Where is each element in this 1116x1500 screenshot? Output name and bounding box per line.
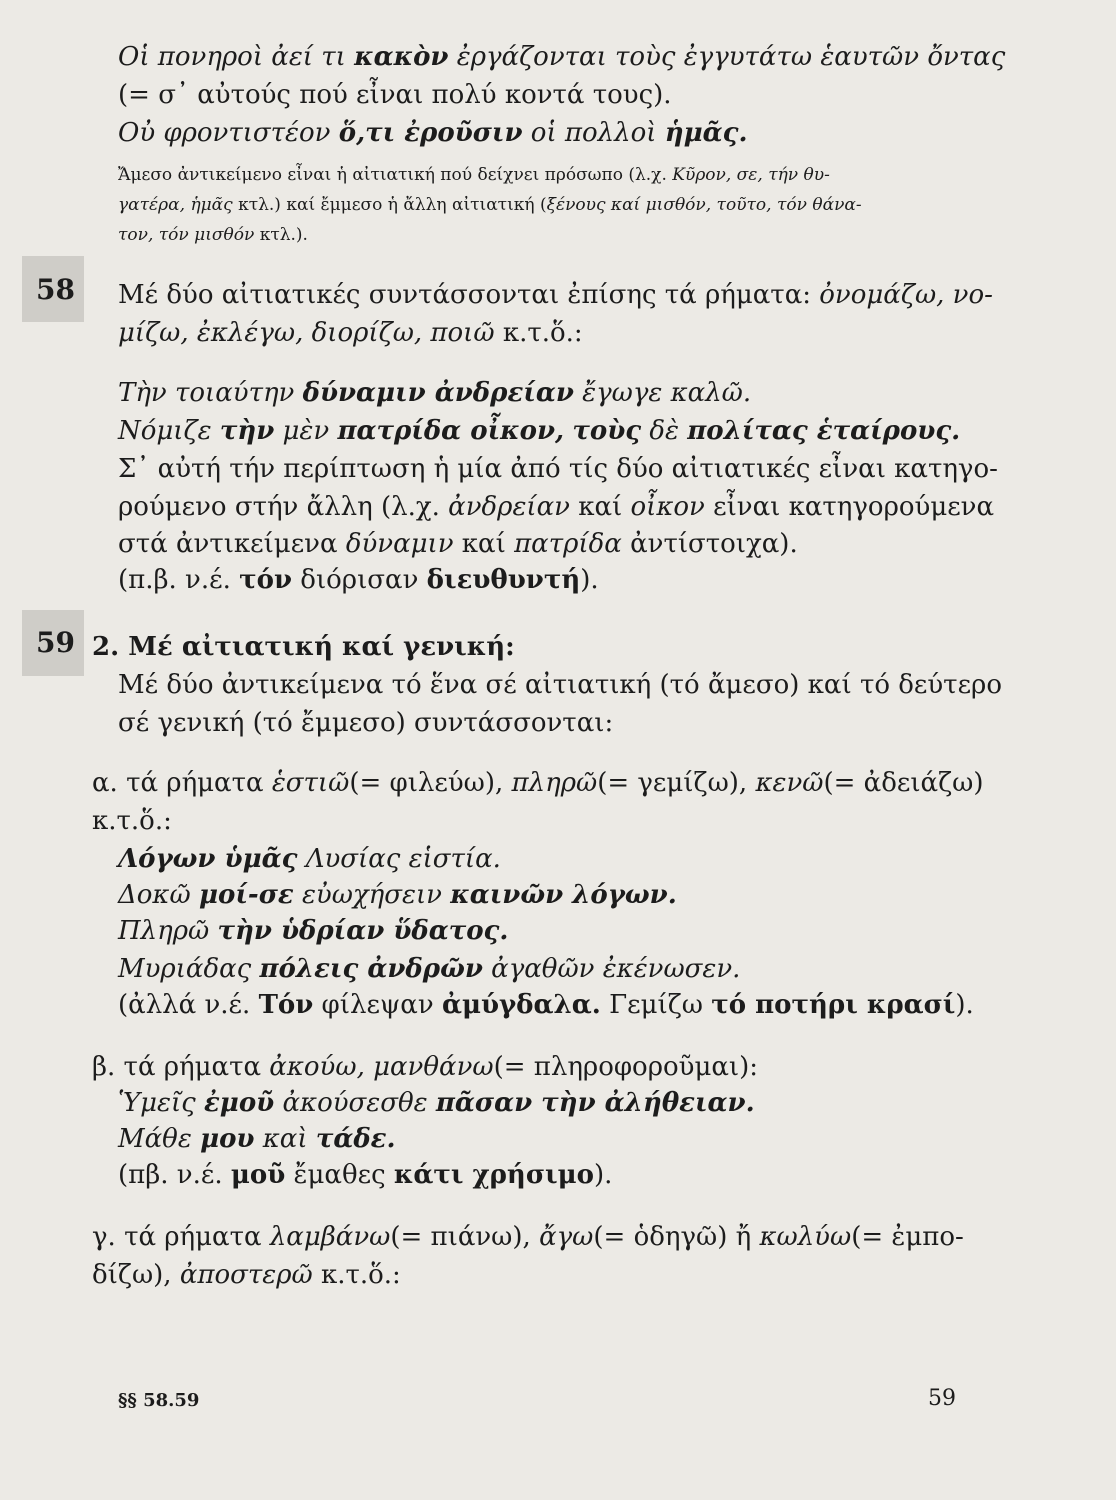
- example-line: Δοκῶ μοί-σε εὐωχήσειν καινῶν λόγων.: [118, 880, 677, 910]
- list-item-g-cont: δίζω), ἀποστερῶ κ.τ.ὅ.:: [92, 1260, 401, 1290]
- example-line: Οὐ φροντιστέον ὅ,τι ἐροῦσιν οἱ πολλοὶ ἡμᾶς.: [118, 118, 748, 148]
- note-line: γατέρα, ἡμᾶς κτλ.) καί ἔμμεσο ἡ ἄλλη αἰτιατική (ξένους καί μισθόν, τοῦτο, τόν θάνα-: [118, 195, 862, 215]
- section-reference: §§ 58.59: [118, 1390, 200, 1411]
- paragraph-line: Σ᾽ αὐτή τήν περίπτωση ἡ μία ἀπό τίς δύο αἰτιατικές εἶναι κατηγο-: [118, 454, 998, 484]
- example-line: (πβ. ν.έ. μοῦ ἔμαθες κάτι χρήσιμο).: [118, 1160, 613, 1190]
- paragraph-line: Μέ δύο αἰτιατικές συντάσσονται ἐπίσης τά ρήματα: ὀνομάζω, νο-: [118, 280, 993, 310]
- list-item-a: α. τά ρήματα ἑστιῶ(= φιλεύω), πληρῶ(= γεμίζω), κενῶ(= ἀδειάζω): [92, 768, 984, 798]
- example-line: Μυριάδας πόλεις ἀνδρῶν ἀγαθῶν ἐκένωσεν.: [118, 954, 741, 984]
- paragraph-line: σέ γενική (τό ἔμμεσο) συντάσσονται:: [118, 708, 614, 738]
- example-line: (ἀλλά ν.έ. Τόν φίλεψαν ἀμύγδαλα. Γεμίζω τό ποτήρι κρασί).: [118, 990, 974, 1020]
- example-line: Οἱ πονηροὶ ἀεί τι κακὸν ἐργάζονται τοὺς ἐγγυτάτω ἑαυτῶν ὄντας: [118, 42, 1006, 72]
- section-number-59: 59: [36, 626, 75, 659]
- example-line: Μάθε μου καὶ τάδε.: [118, 1124, 396, 1154]
- paragraph-line: (π.β. ν.έ. τόν διόρισαν διευθυντή).: [118, 565, 599, 595]
- paragraph-line: μίζω, ἐκλέγω, διορίζω, ποιῶ κ.τ.ὅ.:: [118, 318, 583, 348]
- example-line: Ὑμεῖς ἐμοῦ ἀκούσεσθε πᾶσαν τὴν ἀλήθειαν.: [118, 1088, 755, 1118]
- translation-line: (= σ᾽ αὐτούς πού εἶναι πολύ κοντά τους).: [118, 80, 672, 110]
- example-line: Νόμιζε τὴν μὲν πατρίδα οἶκον, τοὺς δὲ πολίτας ἑταίρους.: [118, 416, 961, 446]
- example-line: Πληρῶ τὴν ὑδρίαν ὕδατος.: [118, 916, 509, 946]
- paragraph-line: ρούμενο στήν ἄλλη (λ.χ. ἀνδρείαν καί οἶκον εἶναι κατηγορούμενα: [118, 492, 995, 522]
- paragraph-line: Μέ δύο ἀντικείμενα τό ἕνα σέ αἰτιατική (τό ἄμεσο) καί τό δεύτερο: [118, 670, 1002, 700]
- section-number-58: 58: [36, 273, 75, 306]
- list-item-a-cont: κ.τ.ὅ.:: [92, 806, 172, 836]
- example-line: Λόγων ὑμᾶς Λυσίας εἱστία.: [118, 844, 501, 874]
- page-number: 59: [928, 1386, 956, 1411]
- note-line: Ἄμεσο ἀντικείμενο εἶναι ἡ αἰτιατική πού δείχνει πρόσωπο (λ.χ. Κῦρον, σε, τήν θυ-: [118, 165, 830, 185]
- section-heading: 2. Μέ αἰτιατική καί γενική:: [92, 632, 515, 662]
- note-line: τον, τόν μισθόν κτλ.).: [118, 225, 308, 245]
- paragraph-line: στά ἀντικείμενα δύναμιν καί πατρίδα ἀντίστοιχα).: [118, 529, 798, 559]
- example-line: Τὴν τοιαύτην δύναμιν ἀνδρείαν ἔγωγε καλῶ.: [118, 378, 752, 408]
- list-item-g: γ. τά ρήματα λαμβάνω(= πιάνω), ἄγω(= ὁδηγῶ) ἤ κωλύω(= ἐμπο-: [92, 1222, 964, 1252]
- list-item-b: β. τά ρήματα ἀκούω, μανθάνω(= πληροφοροῦμαι):: [92, 1052, 759, 1082]
